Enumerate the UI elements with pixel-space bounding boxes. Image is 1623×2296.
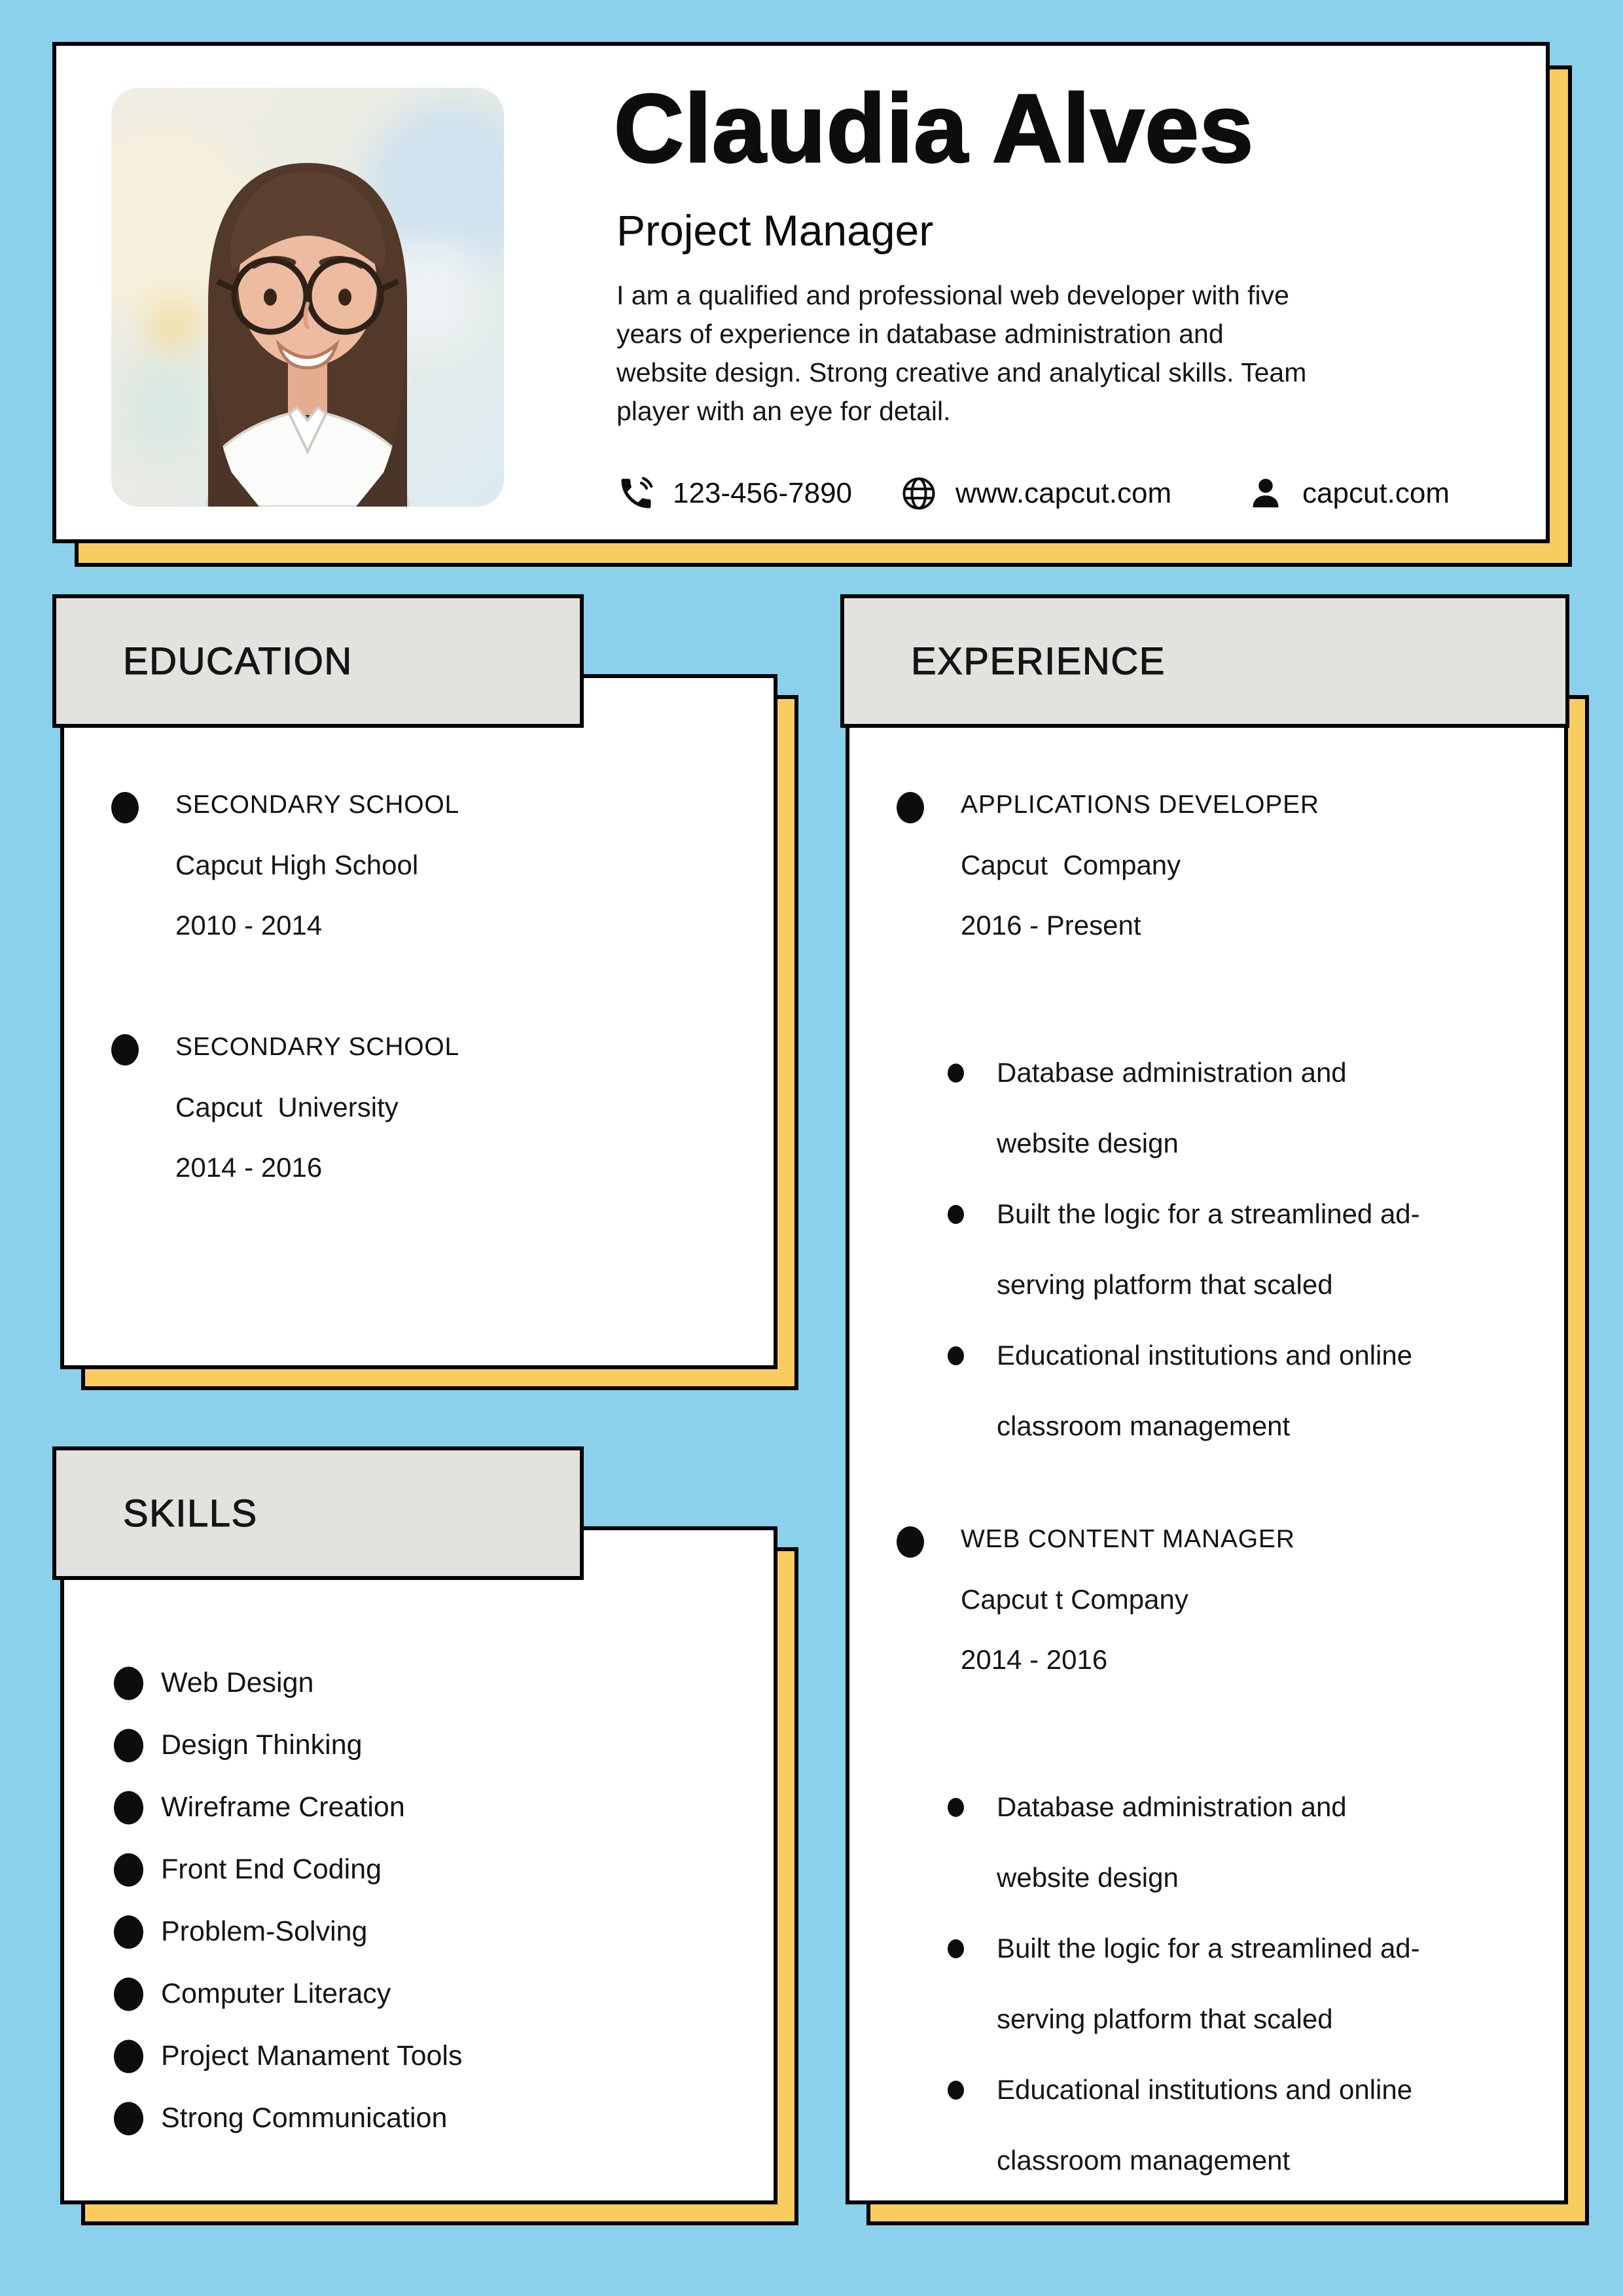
experience-job (849, 1525, 1564, 1676)
skill-item (64, 1963, 774, 2025)
job-bullet-list (849, 1772, 1564, 2196)
header-card-face (52, 42, 1550, 543)
education-entry-title: SECONDARY SCHOOL (175, 791, 459, 819)
summary-text (616, 276, 1533, 431)
skill-item (64, 1901, 774, 1963)
bullet-dot (948, 2081, 964, 2100)
skill-item (64, 1839, 774, 1901)
job-bullet (849, 1037, 1564, 1179)
header-card (52, 42, 1550, 543)
summary-line: website design. Strong creative and analytical skills. Team (616, 357, 1307, 387)
job-company: Capcut t Company (961, 1584, 1188, 1615)
skills-card-face (60, 1526, 777, 2204)
summary-line: player with an eye for detail. (616, 396, 951, 426)
job-bullet-line: Built the logic for a streamlined ad- (997, 1933, 1420, 1964)
job-bullet-line: serving platform that scaled (997, 2003, 1333, 2034)
education-entry (64, 1033, 774, 1183)
job-title: WEB CONTENT MANAGER (961, 1525, 1295, 1553)
bullet-dot (948, 1205, 964, 1224)
name-heading: Claudia Alves (614, 75, 1255, 183)
job-dates: 2016 - Present (961, 910, 1141, 941)
job-bullet-line: website design (997, 1862, 1179, 1893)
job-bullet-line: classroom management (997, 1410, 1291, 1441)
bullet-dot (114, 1791, 143, 1824)
skill-label: Wireframe Creation (161, 1791, 405, 1823)
education-entry-dates: 2014 - 2016 (175, 1152, 323, 1183)
bullet-dot (948, 1346, 964, 1365)
summary-line: I am a qualified and professional web developer with five (616, 280, 1289, 310)
job-bullet-line: Educational institutions and online (997, 2074, 1413, 2105)
contact-website (899, 462, 1171, 525)
summary-line: years of experience in database administration and (616, 319, 1224, 349)
experience-heading: EXPERIENCE (911, 639, 1166, 683)
job-bullet-line: classroom management (997, 2145, 1291, 2176)
bullet-dot (948, 1798, 964, 1817)
skills-card (60, 1526, 777, 2204)
bullet-dot (897, 1526, 924, 1558)
job-bullet-line: Database administration and (997, 1791, 1347, 1822)
experience-job (849, 791, 1564, 941)
skill-item (64, 2025, 774, 2087)
person-icon (1246, 474, 1285, 513)
skill-label: Strong Communication (161, 2102, 448, 2134)
bullet-dot (114, 2102, 143, 2135)
skill-label: Web Design (161, 1667, 314, 1698)
bullet-dot (114, 2039, 143, 2073)
bullet-dot (114, 1666, 143, 1700)
contact-website-value: www.capcut.com (955, 477, 1172, 509)
bullet-dot (114, 1915, 143, 1948)
education-card (60, 674, 777, 1369)
job-bullet (849, 1179, 1564, 1320)
education-entry-school: Capcut University (175, 1092, 399, 1122)
contact-phone (616, 462, 852, 525)
education-heading: EDUCATION (123, 639, 353, 683)
job-bullet-line: Built the logic for a streamlined ad- (997, 1198, 1420, 1229)
education-entry-school: Capcut High School (175, 850, 419, 880)
contact-profile-value: capcut.com (1302, 477, 1450, 509)
skill-label: Project Manament Tools (161, 2040, 463, 2072)
bullet-dot (111, 1034, 139, 1066)
education-card-face (60, 674, 777, 1369)
job-bullet (849, 2054, 1564, 2196)
bullet-dot (897, 792, 924, 823)
skill-label: Problem-Solving (161, 1916, 368, 1947)
job-dates: 2014 - 2016 (961, 1644, 1108, 1675)
bullet-dot (948, 1939, 964, 1958)
skill-item (64, 1652, 774, 1714)
experience-card (846, 674, 1568, 2204)
job-bullet-list (849, 1037, 1564, 1462)
job-bullet-line: Educational institutions and online (997, 1340, 1413, 1371)
education-entry-title: SECONDARY SCHOOL (175, 1033, 459, 1061)
contact-phone-value: 123-456-7890 (673, 477, 853, 509)
skill-item (64, 1776, 774, 1839)
skill-item (64, 1714, 774, 1776)
phone-icon (616, 474, 656, 513)
skills-heading: SKILLS (123, 1492, 258, 1535)
bullet-dot (114, 1977, 143, 2011)
job-company: Capcut Company (961, 850, 1181, 880)
education-entry (64, 791, 774, 941)
spacer (849, 1462, 1564, 1525)
portrait-illustration (111, 88, 504, 507)
bullet-dot (114, 1853, 143, 1886)
job-bullet (849, 1320, 1564, 1462)
job-bullet (849, 1913, 1564, 2054)
skills-section-tab (52, 1446, 584, 1580)
job-bullet-line: Database administration and (997, 1057, 1347, 1088)
role-subtitle: Project Manager (616, 206, 934, 255)
job-bullet-line: website design (997, 1128, 1179, 1158)
education-section-tab (52, 594, 584, 728)
experience-section-tab (840, 594, 1569, 728)
globe-icon (899, 474, 938, 513)
bullet-dot (114, 1729, 143, 1762)
bullet-dot (948, 1064, 964, 1083)
contact-profile (1246, 462, 1450, 525)
education-entry-dates: 2010 - 2014 (175, 910, 323, 941)
job-title: APPLICATIONS DEVELOPER (961, 791, 1319, 819)
skill-item (64, 2087, 774, 2149)
profile-photo (111, 88, 504, 507)
job-bullet-line: serving platform that scaled (997, 1269, 1333, 1300)
skill-label: Front End Coding (161, 1854, 382, 1885)
bullet-dot (111, 792, 139, 823)
experience-card-face (846, 674, 1568, 2204)
skill-label: Computer Literacy (161, 1978, 391, 2009)
skill-label: Design Thinking (161, 1729, 363, 1761)
contact-row (616, 462, 1533, 525)
job-bullet (849, 1772, 1564, 1913)
